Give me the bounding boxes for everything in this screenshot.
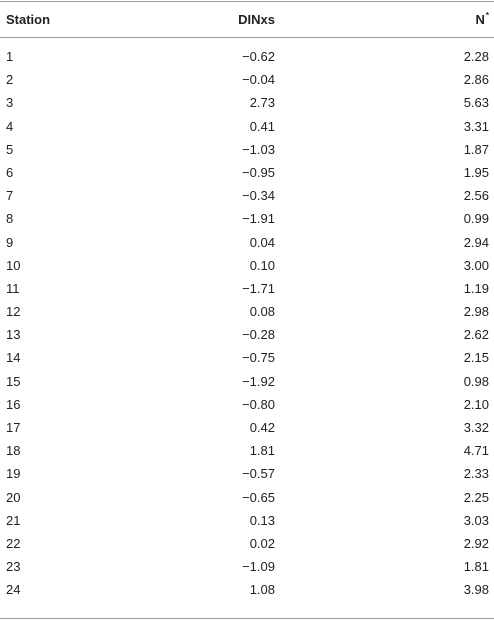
cell-dinxs: −0.57 bbox=[242, 466, 275, 482]
cell-station: 9 bbox=[6, 234, 14, 250]
cell-n: 2.62 bbox=[463, 327, 489, 343]
cell-station: 16 bbox=[6, 396, 21, 412]
cell-station: 11 bbox=[6, 280, 20, 296]
table-row bbox=[0, 325, 494, 348]
table-row bbox=[0, 70, 494, 93]
cell-dinxs: 0.13 bbox=[249, 512, 275, 528]
table-row bbox=[0, 441, 494, 464]
table-row bbox=[0, 464, 494, 487]
header-n-superscript: * bbox=[485, 11, 489, 20]
table-row bbox=[0, 233, 494, 256]
cell-station: 12 bbox=[6, 304, 21, 320]
header-station: Station bbox=[6, 12, 51, 27]
cell-dinxs: −0.75 bbox=[242, 350, 275, 366]
cell-n: 1.81 bbox=[463, 559, 489, 575]
cell-n: 5.63 bbox=[463, 95, 489, 111]
cell-n: 2.92 bbox=[463, 535, 489, 551]
cell-dinxs: −1.71 bbox=[242, 280, 275, 296]
cell-dinxs: −0.80 bbox=[242, 396, 275, 412]
header-dinxs: DINxs bbox=[238, 12, 275, 27]
cell-station: 20 bbox=[6, 489, 21, 505]
table-row bbox=[0, 557, 494, 580]
cell-n: 0.99 bbox=[463, 211, 489, 227]
table-row bbox=[0, 93, 494, 116]
table-header-rule bbox=[0, 37, 494, 38]
table-header-row bbox=[0, 1, 494, 37]
table-row bbox=[0, 186, 494, 209]
cell-dinxs: −0.04 bbox=[242, 72, 275, 88]
cell-dinxs: 1.08 bbox=[249, 582, 275, 598]
cell-station: 6 bbox=[6, 164, 14, 180]
cell-dinxs: 2.73 bbox=[249, 95, 275, 111]
cell-n: 2.33 bbox=[463, 466, 489, 482]
cell-n: 2.56 bbox=[463, 188, 489, 204]
cell-station: 3 bbox=[6, 95, 14, 111]
cell-n: 3.98 bbox=[463, 582, 489, 598]
cell-dinxs: −0.34 bbox=[242, 188, 275, 204]
cell-n: 1.19 bbox=[463, 280, 489, 296]
cell-station: 19 bbox=[6, 466, 21, 482]
cell-dinxs: 0.02 bbox=[249, 535, 275, 551]
cell-station: 23 bbox=[6, 559, 21, 575]
cell-dinxs: −0.28 bbox=[242, 327, 275, 343]
cell-n: 2.28 bbox=[463, 49, 489, 64]
cell-n: 2.86 bbox=[463, 72, 489, 88]
header-n bbox=[475, 12, 489, 27]
table-row bbox=[0, 163, 494, 186]
cell-n: 2.94 bbox=[463, 234, 489, 250]
table-body bbox=[0, 47, 494, 604]
cell-n: 3.32 bbox=[463, 420, 489, 435]
cell-n: 3.03 bbox=[463, 512, 489, 528]
cell-station: 18 bbox=[6, 443, 21, 459]
table-row bbox=[0, 511, 494, 534]
table-row bbox=[0, 47, 494, 70]
table-row bbox=[0, 279, 494, 302]
cell-station: 24 bbox=[6, 582, 21, 598]
cell-station: 13 bbox=[6, 327, 21, 343]
cell-n: 2.98 bbox=[463, 304, 489, 320]
cell-dinxs: −1.92 bbox=[242, 373, 275, 389]
cell-dinxs: −0.62 bbox=[242, 49, 275, 64]
cell-n: 3.31 bbox=[463, 118, 489, 134]
table-row bbox=[0, 534, 494, 557]
cell-dinxs: −0.65 bbox=[242, 489, 275, 505]
cell-n: 1.95 bbox=[463, 164, 489, 180]
cell-n: 4.71 bbox=[463, 443, 489, 459]
table-row bbox=[0, 418, 494, 441]
cell-station: 1 bbox=[6, 49, 14, 64]
cell-n: 2.25 bbox=[463, 489, 489, 505]
table-row bbox=[0, 372, 494, 395]
table-row bbox=[0, 580, 494, 603]
cell-station: 17 bbox=[6, 420, 21, 435]
cell-dinxs: −0.95 bbox=[242, 164, 275, 180]
cell-station: 4 bbox=[6, 118, 14, 134]
cell-dinxs: −1.03 bbox=[242, 141, 275, 157]
cell-n: 0.98 bbox=[463, 373, 489, 389]
cell-dinxs: −1.09 bbox=[242, 559, 275, 575]
table-row bbox=[0, 302, 494, 325]
header-n-label: N bbox=[475, 12, 485, 27]
cell-dinxs: 0.41 bbox=[249, 118, 275, 134]
table-bottom-rule bbox=[0, 618, 494, 619]
table-row bbox=[0, 256, 494, 279]
table-row bbox=[0, 140, 494, 163]
cell-station: 15 bbox=[6, 373, 21, 389]
cell-n: 1.87 bbox=[463, 141, 489, 157]
cell-station: 14 bbox=[6, 350, 21, 366]
cell-station: 2 bbox=[6, 72, 14, 88]
cell-station: 8 bbox=[6, 211, 14, 227]
table-row bbox=[0, 488, 494, 511]
cell-dinxs: 0.10 bbox=[249, 257, 275, 273]
table-row bbox=[0, 117, 494, 140]
cell-n: 3.00 bbox=[463, 257, 489, 273]
cell-station: 5 bbox=[6, 141, 14, 157]
cell-dinxs: 0.42 bbox=[249, 420, 275, 435]
cell-n: 2.15 bbox=[463, 350, 489, 366]
cell-dinxs: 1.81 bbox=[249, 443, 275, 459]
table-row bbox=[0, 395, 494, 418]
cell-n: 2.10 bbox=[463, 396, 489, 412]
cell-station: 21 bbox=[6, 512, 21, 528]
cell-station: 10 bbox=[6, 257, 21, 273]
cell-dinxs: −1.91 bbox=[242, 211, 275, 227]
cell-dinxs: 0.08 bbox=[249, 304, 275, 320]
table-row bbox=[0, 348, 494, 371]
cell-station: 22 bbox=[6, 535, 21, 551]
table-row bbox=[0, 209, 494, 232]
cell-station: 7 bbox=[6, 188, 14, 204]
cell-dinxs: 0.04 bbox=[249, 234, 275, 250]
